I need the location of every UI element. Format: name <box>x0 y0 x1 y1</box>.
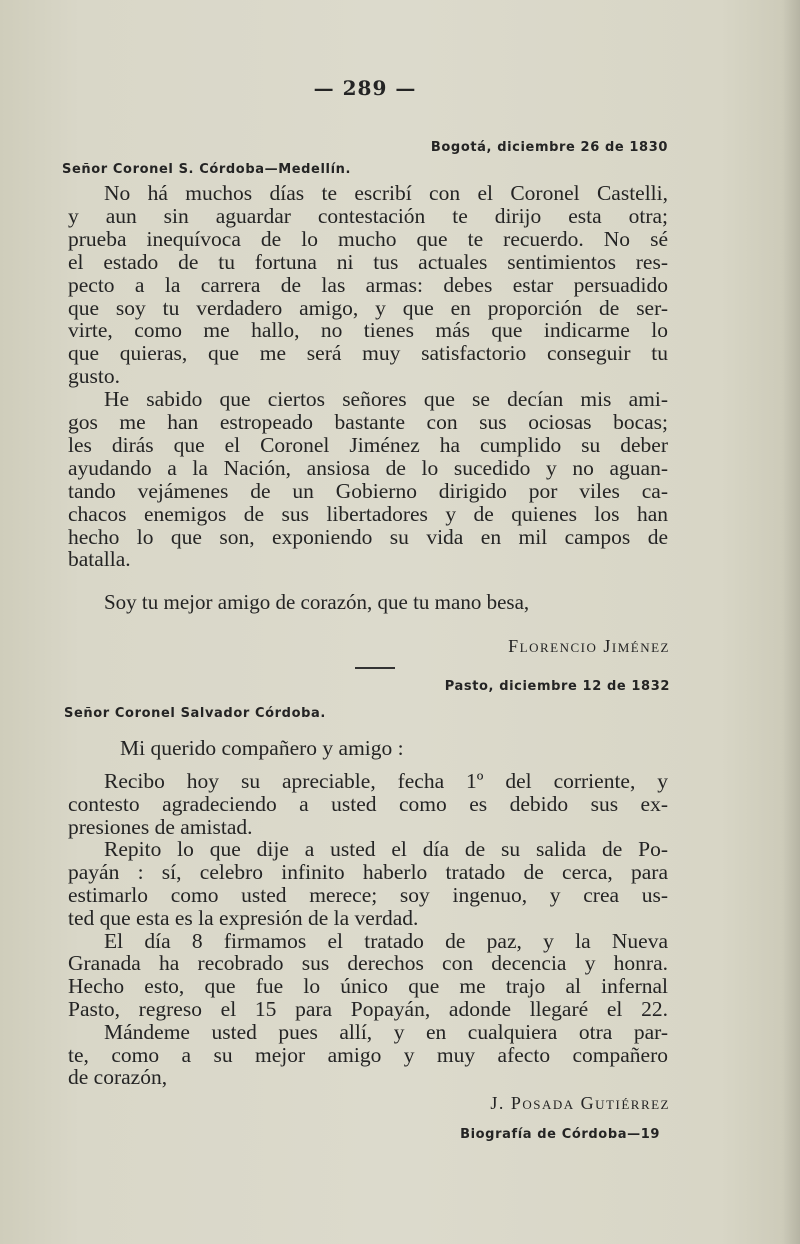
letter1-line: les dirás que el Coronel Jiménez ha cumplido su deber <box>68 432 668 457</box>
letter1-line: que soy tu verdadero amigo, y que en proporción de ser- <box>68 295 668 320</box>
letter1-line: ayudando a la Nación, ansiosa de lo sucedido y no aguan- <box>68 455 668 480</box>
letter2-line: payán : sí, celebro infinito haberlo tratado de cerca, para <box>68 860 668 885</box>
letter1-closing: Soy tu mejor amigo de corazón, que tu mano besa, <box>104 590 530 614</box>
letter2-line: te, como a su mejor amigo y muy afecto compañero <box>68 1042 668 1067</box>
page-number: — 289 — <box>313 76 417 100</box>
letter2-line: de corazón, <box>68 1065 168 1090</box>
separator-rule <box>355 667 395 669</box>
letter2-line: Hecho esto, que fue lo único que me trajo al infernal <box>68 974 668 999</box>
letter1-line: gusto. <box>68 364 120 389</box>
letter1-line: virte, como me hallo, no tienes más que indicarme lo <box>68 318 668 343</box>
letter1-line: He sabido que ciertos señores que se decían mis ami- <box>104 387 668 412</box>
letter2-line: Granada ha recobrado sus derechos con decencia y honra. <box>68 951 668 976</box>
letter2-line: presiones de amistad. <box>68 814 253 839</box>
letter1-dateline: Bogotá, diciembre 26 de 1830 <box>430 140 668 155</box>
letter1-line: chacos enemigos de sus libertadores y de quienes los han <box>68 501 668 526</box>
letter1-line: prueba inequívoca de lo mucho que te recuerdo. No sé <box>68 226 668 251</box>
letter1-line: tando vejámenes de un Gobierno dirigido por viles ca- <box>68 478 668 503</box>
letter2-line: Repito lo que dije a usted el día de su salida de Po- <box>104 837 668 862</box>
letter1-line: que quieras, que me será muy satisfactorio conseguir tu <box>68 341 668 366</box>
letter2-signature: J. Posada Gutiérrez <box>490 1093 670 1113</box>
page-edge-shadow <box>782 0 800 1244</box>
letter1-line: batalla. <box>68 547 131 572</box>
letter2-line: Pasto, regreso el 15 para Popayán, adonde llegaré el 22. <box>68 997 668 1021</box>
letter2-line: estimarlo como usted merece; soy ingenuo, y crea us- <box>68 883 668 907</box>
letter1-line: pecto a la carrera de las armas: debes estar persuadido <box>68 272 668 297</box>
letter1-line: el estado de tu fortuna ni tus actuales sentimientos res- <box>68 249 668 274</box>
letter2-addressee: Señor Coronel Salvador Córdoba. <box>64 706 326 721</box>
letter2-line: contesto agradeciendo a usted como es debido sus ex- <box>68 791 668 816</box>
letter2-line: Recibo hoy su apreciable, fecha 1º del corriente, y <box>104 769 668 793</box>
letter1-line: y aun sin aguardar contestación te dirijo esta otra; <box>68 203 668 228</box>
letter2-line: ted que esta es la expresión de la verdad. <box>68 905 419 930</box>
letter2-salutation: Mi querido compañero y amigo : <box>120 736 404 760</box>
page-footer: Biografía de Córdoba—19 <box>460 1127 660 1142</box>
letter2-dateline: Pasto, diciembre 12 de 1832 <box>444 679 670 694</box>
letter2-line: Mándeme usted pues allí, y en cualquiera otra par- <box>104 1019 668 1044</box>
letter1-line: hecho lo que son, exponiendo su vida en mil campos de <box>68 524 668 549</box>
letter2-line: El día 8 firmamos el tratado de paz, y la Nueva <box>104 928 668 953</box>
letter1-line: No há muchos días te escribí con el Coronel Castelli, <box>104 181 668 205</box>
letter1-signature: Florencio Jiménez <box>508 636 670 656</box>
letter1-line: gos me han estropeado bastante con sus ociosas bocas; <box>68 410 668 434</box>
letter1-addressee: Señor Coronel S. Córdoba—Medellín. <box>62 162 352 177</box>
